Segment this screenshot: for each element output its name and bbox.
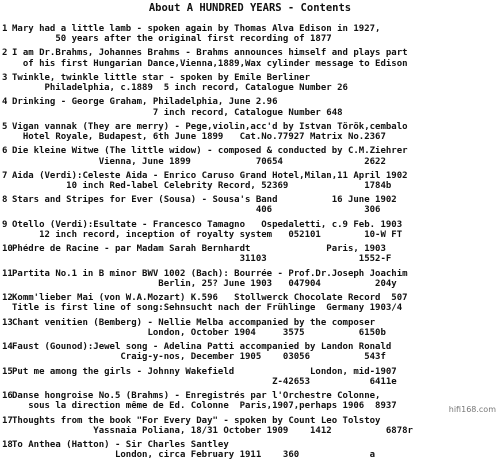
track-number: 15 <box>2 366 13 377</box>
track-text-continued: London, October 1904 3575 6150b <box>12 327 386 338</box>
list-item <box>2 244 496 264</box>
track-text-continued: Yassnaia Poliana, 18/31 October 1909 1412 6878r <box>12 425 413 436</box>
track-text: I am Dr.Brahms, Johannes Brahms - Brahms announces himself and plays part <box>12 48 408 59</box>
track-text-continued: sous la direction même de Ed. Colonne Paris,1907,perhaps 1906 8937 <box>12 401 397 412</box>
track-text: Drinking - George Graham, Philadelphia, June 2.96 <box>12 97 278 108</box>
watermark: hifi168.com <box>448 405 496 414</box>
track-number: 6 <box>2 146 8 157</box>
track-text: Stars and Stripes for Ever (Sousa) - Sousa's Band 16 June 1902 <box>12 195 397 206</box>
track-text: Otello (Verdi):Esultate - Francesco Tamagno Ospedaletti, c.9 Feb. 1903 <box>12 219 403 230</box>
track-text-continued: 406 306 <box>12 205 381 216</box>
track-number: 17 <box>2 415 13 426</box>
track-text: Phédre de Racine - par Madam Sarah Bernhardt Paris, 1903 <box>12 244 386 255</box>
list-item <box>2 318 496 338</box>
list-item <box>2 440 496 460</box>
track-text-continued: Z-42653 6411e <box>12 376 397 387</box>
list-item <box>2 220 496 240</box>
track-number: 11 <box>2 268 13 279</box>
track-number: 14 <box>2 342 13 353</box>
list-item <box>2 269 496 289</box>
list-item <box>2 391 496 411</box>
track-number: 16 <box>2 391 13 402</box>
track-text-continued: of his first Hungarian Dance,Vienna,1889,Wax cylinder message to Edison <box>12 58 408 69</box>
list-item <box>2 195 496 215</box>
track-number: 18 <box>2 439 13 450</box>
track-text: Put me among the girls - Johnny Wakefield London, mid-1907 <box>12 366 397 377</box>
track-text: Thoughts from the book "For Every Day" - spoken by Count Leo Tolstoy <box>12 415 381 426</box>
track-text-continued: 50 years after the original first recording of 1877 <box>12 34 332 45</box>
track-text-continued: Berlin, 25? June 1903 047904 204y <box>12 278 397 289</box>
track-text: Faust (Gounod):Jewel song - Adelina Patti accompanied by Landon Ronald <box>12 342 392 353</box>
list-item <box>2 97 496 117</box>
track-text-continued: 10 inch Red-label Celebrity Record, 52369 1784b <box>12 181 392 191</box>
track-text: Partita No.1 in B minor BWV 1002 (Bach): Bourrée - Prof.Dr.Joseph Joachim <box>12 268 408 279</box>
track-text: Chant venitien (Bemberg) - Nellie Melba accompanied by the composer <box>12 317 376 328</box>
track-number: 8 <box>2 195 8 206</box>
track-text: To Anthea (Hatton) - Sir Charles Santley <box>12 439 229 450</box>
track-text-continued: 12 inch record, inception of royalty system 052101 10-W FT <box>12 229 403 240</box>
track-text-continued: 7 inch record, Catalogue Number 648 <box>12 107 343 118</box>
list-item <box>2 416 496 436</box>
list-item <box>2 48 496 68</box>
track-text-continued: 31103 1552-F <box>12 254 392 265</box>
track-text-continued: Craig-y-nos, December 1905 03056 543f <box>12 352 386 363</box>
track-number: 13 <box>2 317 13 328</box>
list-item <box>2 367 496 387</box>
track-text-continued: Hotel Royale, Budapest, 6th June 1899 Cat.No.77927 Matrix No.2367 <box>12 132 386 143</box>
track-number: 4 <box>2 97 8 108</box>
track-text-continued: Title is first line of song:Sehnsucht nach der Frühlinge Germany 1903/4 <box>12 303 403 314</box>
track-text: Aida (Verdi):Celeste Aida - Enrico Caruso Grand Hotel,Milan,11 April 1902 <box>12 170 408 181</box>
track-text: Vigan vannak (They are merry) - Pege,violin,acc'd by Istvan Török,cembalo <box>12 121 408 132</box>
track-text: Die kleine Witwe (The little widow) - composed & conducted by C.M.Ziehrer <box>12 146 408 157</box>
track-number: 10 <box>2 244 13 255</box>
track-text-continued: Vienna, June 1899 70654 2622 <box>12 156 386 167</box>
list-item <box>2 122 496 142</box>
track-text-continued: London, circa February 1911 360 a <box>12 450 376 460</box>
contents-list <box>2 24 496 460</box>
list-item <box>2 24 496 44</box>
track-number: 9 <box>2 219 8 230</box>
list-item <box>2 171 496 191</box>
track-number: 7 <box>2 170 8 181</box>
track-text: Twinkle, twinkle little star - spoken by Emile Berliner <box>12 72 311 83</box>
track-number: 3 <box>2 72 8 83</box>
track-number: 12 <box>2 293 13 304</box>
track-number: 1 <box>2 24 8 34</box>
track-number: 5 <box>2 121 8 132</box>
list-item <box>2 146 496 166</box>
track-text: Komm'lieber Mai (von W.A.Mozart) K.596 Stollwerck Chocolate Record 507 <box>12 293 408 304</box>
track-number: 2 <box>2 48 8 59</box>
track-text: Mary had a little lamb - spoken again by Thomas Alva Edison in 1927, <box>12 24 381 34</box>
list-item <box>2 293 496 313</box>
track-text: Danse hongroise No.5 (Brahms) - Enregistrés par l'Orchestre Colonne, <box>12 391 381 402</box>
list-item <box>2 73 496 93</box>
list-item <box>2 342 496 362</box>
page-title: About A HUNDRED YEARS - Contents <box>148 2 352 14</box>
track-text-continued: Philadelphia, c.1889 5 inch record, Catalogue Number 26 <box>12 83 348 94</box>
